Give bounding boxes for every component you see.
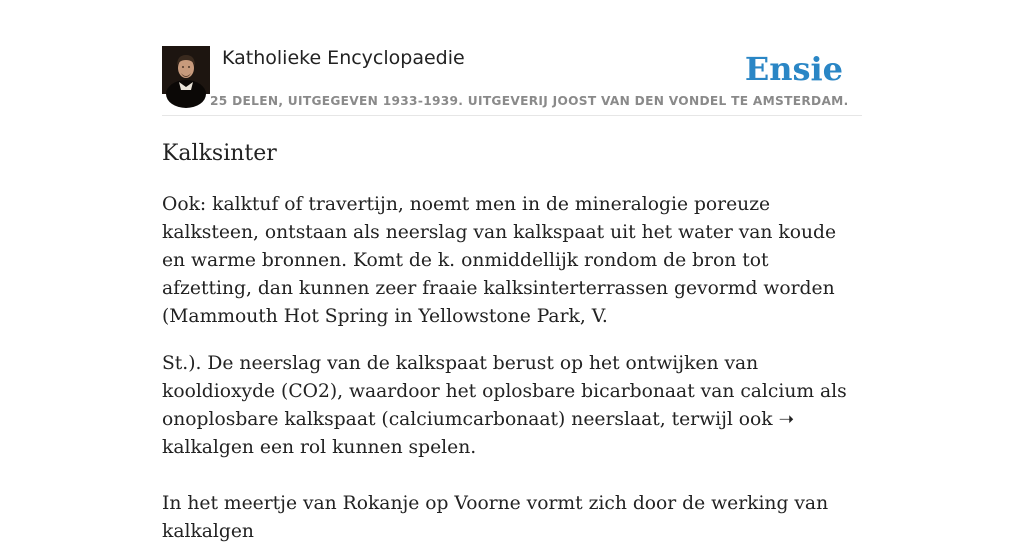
paragraph-1: Ook: kalktuf of travertijn, noemt men in de mineralogie poreuze kalksteen, ontstaan als neerslag van kalkspaat uit het water van koude en warme bronnen. Komt de k. onmiddellijk rondom de bron tot afzetting, dan kunnen zeer fraaie kalksinterterrassen gevormd worden (Mammouth Hot Spring in Yellowstone Park, V.	[162, 194, 837, 327]
paragraph-2	[162, 350, 862, 462]
portrait-avatar[interactable]	[162, 46, 210, 94]
kalkalgen-link-label: kalkalgen	[162, 437, 254, 458]
paragraph-2-text-after: een rol kunnen spelen.	[253, 437, 477, 458]
ensie-logo[interactable]: Ensie	[744, 50, 843, 88]
site-title[interactable]: Katholieke Encyclopaedie	[222, 47, 465, 69]
article-title: Kalksinter	[162, 141, 277, 166]
site-header	[162, 46, 862, 116]
article-body	[162, 191, 862, 546]
paragraph-2-text-before: St.). De neerslag van de kalkspaat berust op het ontwijken van kooldioxyde (CO2), waardoor het oplosbare bicarbonaat van calcium als onoplosbare kalkspaat (calciumcarbonaat) neerslaat, terwijl ook	[162, 353, 847, 430]
portrait-icon	[162, 46, 210, 94]
cross-reference-arrow-icon: ➝	[778, 409, 795, 430]
page	[162, 0, 862, 546]
site-subtitle: 25 DELEN, UITGEGEVEN 1933-1939. UITGEVERIJ JOOST VAN DEN VONDEL TE AMSTERDAM.	[210, 94, 849, 108]
paragraph-3: In het meertje van Rokanje op Voorne vormt zich door de werking van kalkalgen	[162, 493, 829, 542]
